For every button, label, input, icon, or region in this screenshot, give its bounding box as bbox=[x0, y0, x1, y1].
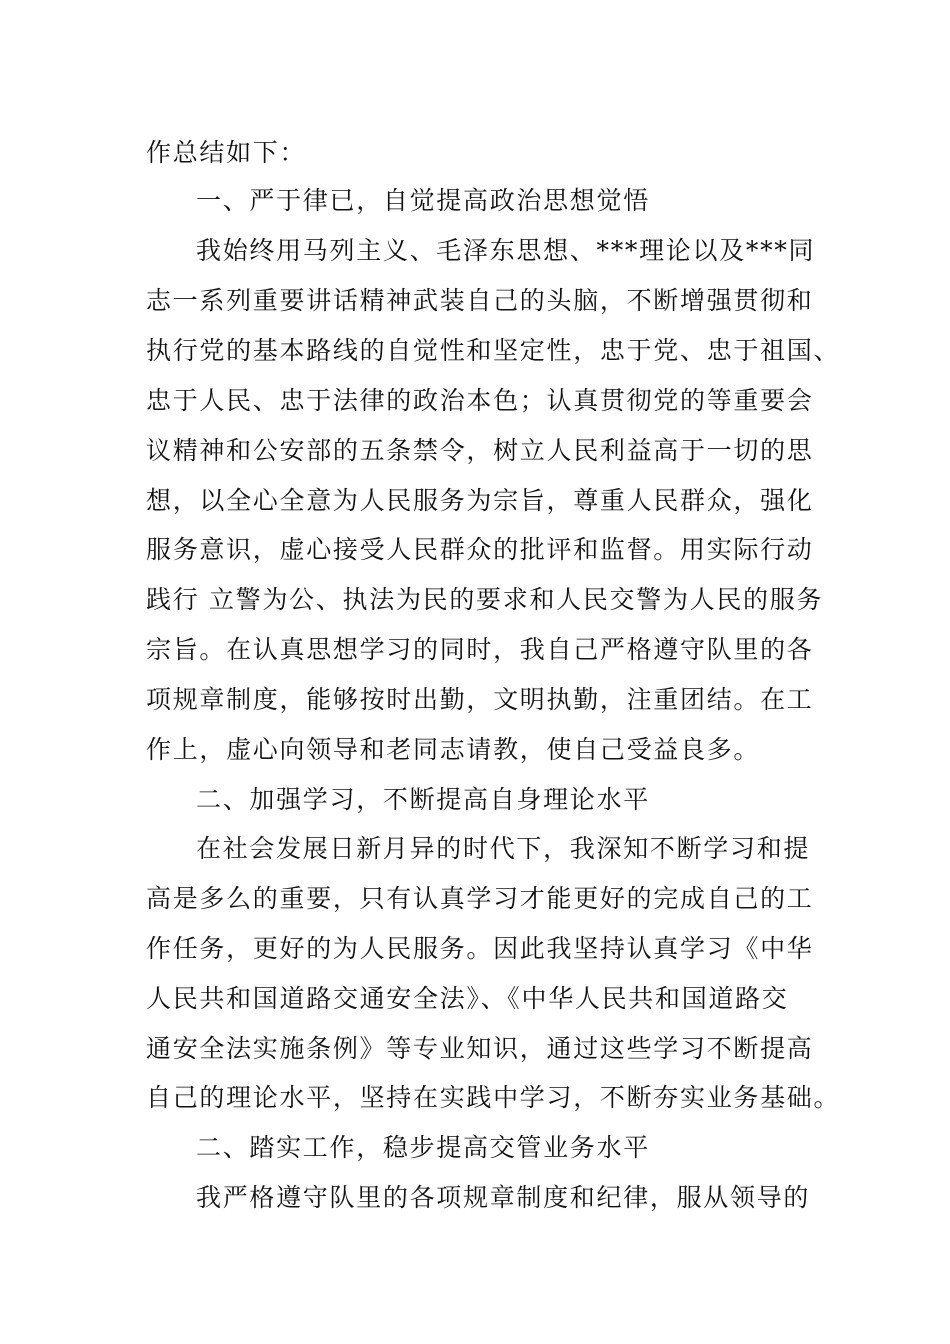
paragraph-line: 作上，虚心向领导和老同志请教，使自己受益良多。 bbox=[146, 735, 761, 764]
paragraph-line: 人民共和国道路交通安全法》、《中华人民共和国道路交 bbox=[146, 984, 789, 1013]
paragraph-line: 忠于人民、忠于法律的政治本色；认真贯彻党的等重要会 bbox=[146, 386, 814, 415]
paragraph-line: 议精神和公安部的五条禁令，树立人民利益高于一切的思 bbox=[146, 436, 814, 465]
paragraph-line: 通安全法实施条例》等专业知识，通过这些学习不断提高 bbox=[146, 1034, 814, 1063]
paragraph-line: 高是多么的重要，只有认真学习才能更好的完成自己的工 bbox=[146, 884, 814, 913]
paragraph-line: 项规章制度，能够按时出勤，文明执勤，注重团结。在工 bbox=[146, 685, 814, 714]
paragraph-line: 作总结如下： bbox=[146, 138, 307, 167]
section-heading: 二、踏实工作，稳步提高交管业务水平 bbox=[196, 1133, 650, 1162]
paragraph-line: 我始终用马列主义、毛泽东思想、***理论以及***同 bbox=[196, 236, 816, 265]
paragraph-line: 志一系列重要讲话精神武装自己的头脑，不断增强贯彻和 bbox=[146, 286, 814, 315]
paragraph-line: 执行党的基本路线的自觉性和坚定性，忠于党、忠于祖国、 bbox=[146, 336, 841, 365]
paragraph-line: 宗旨。在认真思想学习的同时，我自己严格遵守队里的各 bbox=[146, 635, 814, 664]
section-heading: 二、加强学习，不断提高自身理论水平 bbox=[196, 785, 650, 814]
paragraph-line: 服务意识，虚心接受人民群众的批评和监督。用实际行动 bbox=[146, 535, 814, 564]
paragraph-line: 自己的理论水平，坚持在实践中学习，不断夯实业务基础。 bbox=[146, 1083, 841, 1112]
paragraph-line: 想，以全心全意为人民服务为宗旨，尊重人民群众，强化 bbox=[146, 486, 814, 515]
paragraph-line: 我严格遵守队里的各项规章制度和纪律，服从领导的 bbox=[196, 1183, 811, 1212]
paragraph-line: 践行 立警为公、执法为民的要求和人民交警为人民的服务 bbox=[146, 585, 824, 614]
paragraph-line: 作任务，更好的为人民服务。因此我坚持认真学习《中华 bbox=[146, 934, 814, 963]
paragraph-line: 在社会发展日新月异的时代下，我深知不断学习和提 bbox=[196, 834, 811, 863]
section-heading: 一、严于律已，自觉提高政治思想觉悟 bbox=[196, 186, 650, 215]
